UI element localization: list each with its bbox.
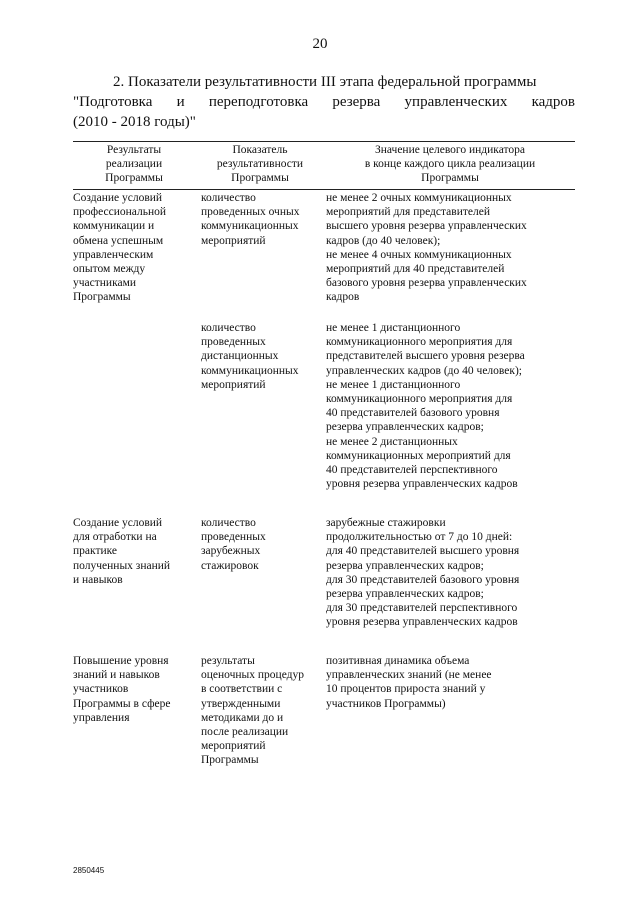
title-line-3: (2010 - 2018 годы)" <box>73 114 196 130</box>
table-header <box>73 143 575 187</box>
cell-value: позитивная динамика объема управленческих знаний (не менее 10 процентов прироста знаний у участников Программы) <box>326 655 492 710</box>
section-title <box>73 72 575 132</box>
cell-result: Создание условий профессиональной коммуникации и обмена успешным управленческим опытом между участниками Программы <box>73 192 167 304</box>
cell-indicator: количество проведенных зарубежных стажировок <box>201 517 266 572</box>
title-line-1: 2. Показатели результативности III этапа федеральной программы <box>113 74 537 90</box>
cell-value: не менее 2 очных коммуникационных мероприятий для представителей высшего уровня резерва управленческих кадров (до 40 человек); не менее 4 очных коммуникационных мероприятий для 40 представителей базового уровня резерва управленческих кадров <box>326 192 527 304</box>
header-results: Результаты реализации Программы <box>105 144 163 184</box>
header-target-value: Значение целевого индикатора в конце каждого цикла реализации Программы <box>364 144 536 184</box>
cell-indicator: результаты оценочных процедур в соответствии с утвержденными методиками до и после реализации мероприятий Программы <box>201 655 305 767</box>
document-id: 2850445 <box>73 866 105 875</box>
title-line-2: "Подготовка и переподготовка резерва управленческих кадров <box>73 94 575 110</box>
header-indicator: Показатель результативности Программы <box>216 144 304 184</box>
page-number: 20 <box>312 36 328 52</box>
cell-value: не менее 1 дистанционного коммуникационного мероприятия для представителей высшего уровня резерва управленческих кадров (до 40 человек); не менее 1 дистанционного коммуникационного мероприятия для 40 представителей базового уровня резерва управленческих кадров; не менее 2 дистанционных коммуникационных мероприятий для 40 представителей перспективного уровня резерва управленческих кадров <box>326 322 525 491</box>
table-header-rule <box>73 189 575 190</box>
table-top-rule <box>73 141 575 142</box>
cell-result: Повышение уровня знаний и навыков участников Программы в сфере управления <box>73 655 171 724</box>
cell-indicator: количество проведенных очных коммуникационных мероприятий <box>201 192 300 247</box>
cell-indicator: количество проведенных дистанционных коммуникационных мероприятий <box>201 322 299 391</box>
cell-value: зарубежные стажировки продолжительностью от 7 до 10 дней: для 40 представителей высшего уровня резерва управленческих кадров; для 30 представителей базового уровня резерва управленческих кадров; для 30 представителей перспективного уровня резерва управленческих кадров <box>326 517 520 629</box>
cell-result: Создание условий для отработки на практике полученных знаний и навыков <box>73 517 171 586</box>
